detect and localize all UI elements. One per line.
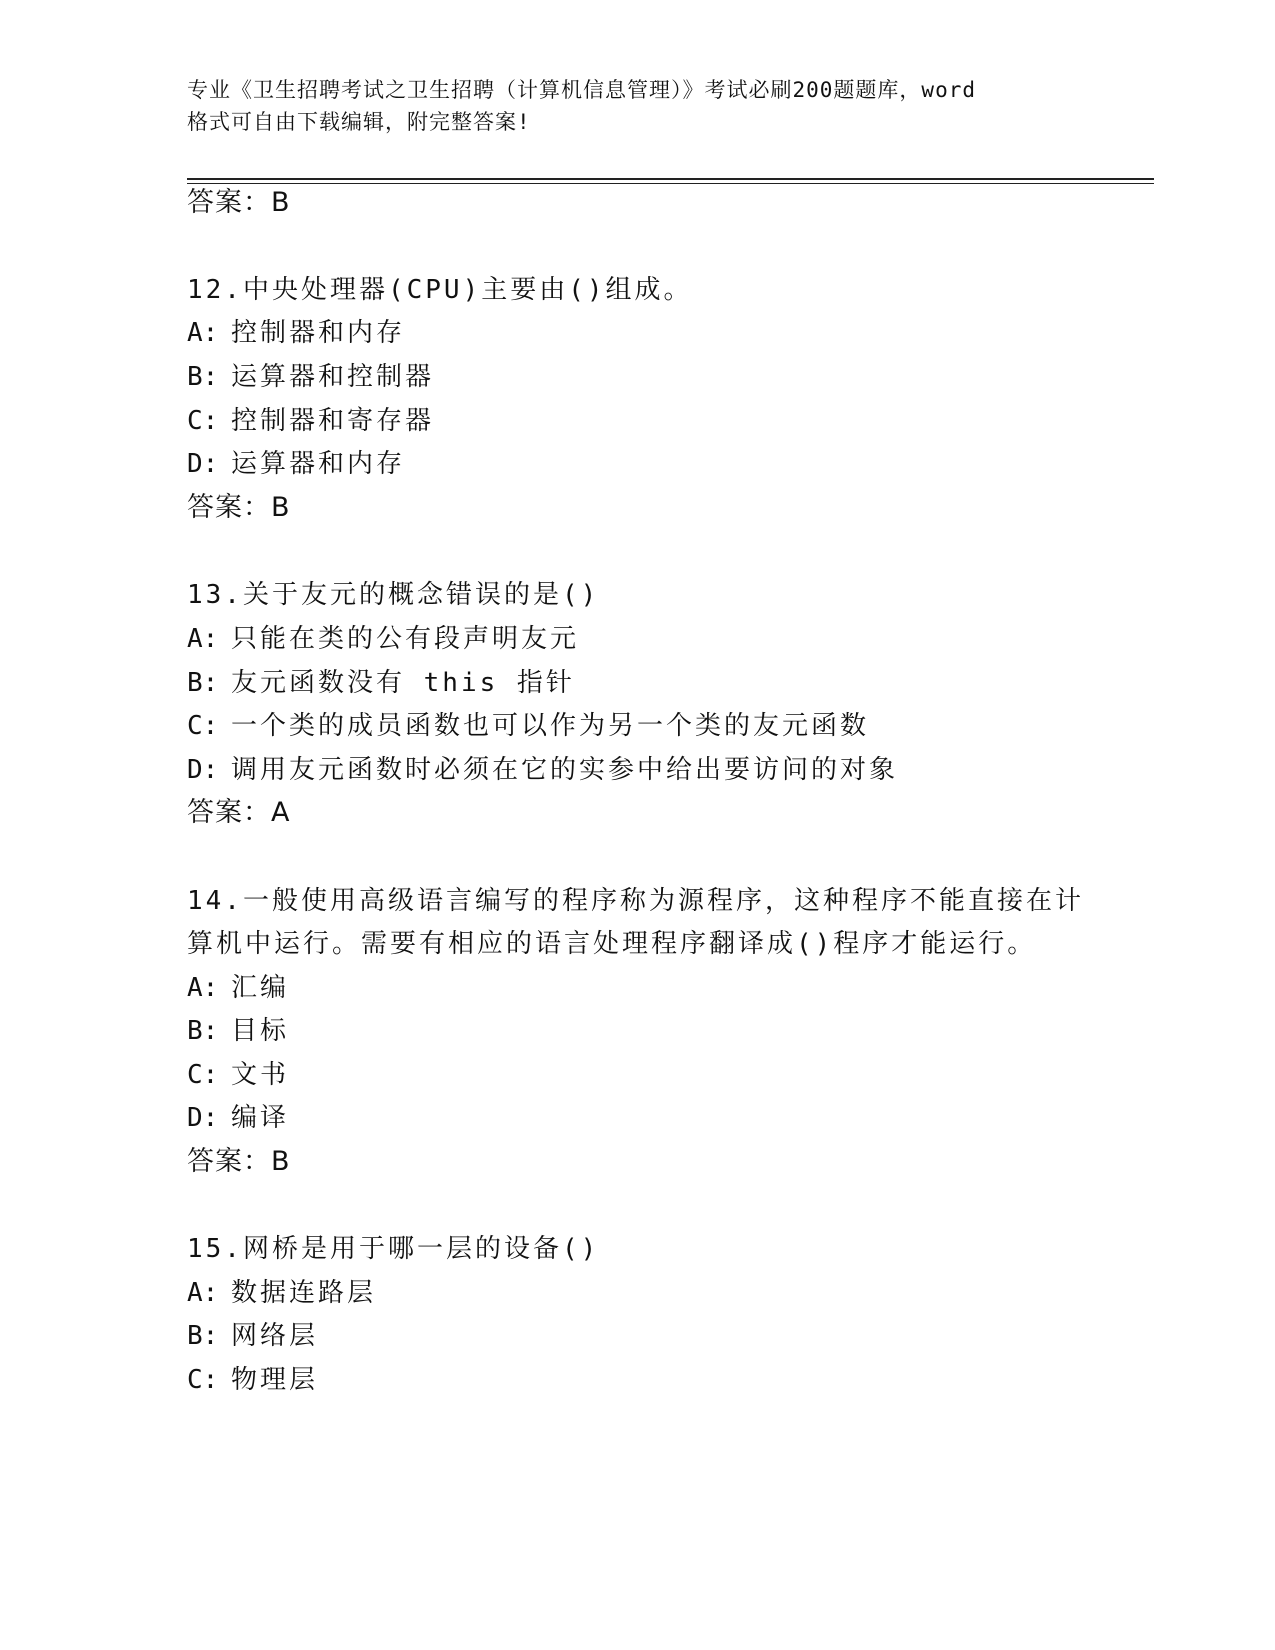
option-key: A: [187,318,219,348]
option-text: 只能在类的公有段声明友元 [231,624,580,654]
option-key: D: [187,449,219,479]
answer-letter: A [271,797,291,828]
option-text: 数据连路层 [231,1278,377,1308]
option-text: 物理层 [231,1365,319,1395]
option-key: B: [187,1321,219,1351]
option-text: 运算器和控制器 [231,362,435,392]
option-key: A: [187,624,219,654]
question-13-option-b [187,666,575,700]
option-key: B: [187,668,219,698]
question-15-stem: 15.网桥是用于哪一层的设备() [187,1234,600,1264]
question-15-option-b [187,1319,318,1353]
question-14-option-d [187,1101,289,1135]
question-13-option-c [187,709,869,743]
answer-prefix: 答案： [187,492,271,523]
option-text: 运算器和内存 [231,449,406,479]
header-rule-secondary [187,183,1154,184]
question-12-option-a [187,316,405,350]
option-key: C: [187,1365,219,1395]
question-14-option-c [187,1058,289,1092]
question-12-option-d [187,447,405,481]
option-text: 调用友元函数时必须在它的实参中给出要访问的对象 [231,755,899,785]
question-14-stem-line-2: 算机中运行。需要有相应的语言处理程序翻译成()程序才能运行。 [187,929,1037,959]
answer-letter: B [271,1146,291,1177]
question-15-option-c [187,1363,318,1397]
question-15-option-a [187,1276,376,1310]
option-key: C: [187,406,219,436]
option-text: 编译 [231,1103,290,1133]
question-13-stem: 13.关于友元的概念错误的是() [187,580,600,610]
option-key: B: [187,362,219,392]
option-text: 控制器和内存 [231,318,406,348]
option-text: 汇编 [231,973,290,1003]
option-key: C: [187,1060,219,1090]
option-text: 目标 [231,1016,290,1046]
header-rule [187,178,1154,180]
question-13-answer [187,796,290,830]
option-text: 友元函数没有 this 指针 [231,668,575,698]
question-14-option-b [187,1014,289,1048]
option-text: 网络层 [231,1321,319,1351]
question-12-option-c [187,404,434,438]
document-header [187,74,1087,138]
answer-prefix: 答案： [187,1146,271,1177]
previous-answer [187,186,291,220]
option-key: D: [187,755,219,785]
question-12-answer [187,491,291,525]
header-line-2: 格式可自由下载编辑，附完整答案! [187,110,531,134]
option-key: A: [187,973,219,1003]
question-12-option-b [187,360,434,394]
answer-letter: B [271,492,291,523]
option-key: D: [187,1103,219,1133]
question-12-stem: 12.中央处理器(CPU)主要由()组成。 [187,275,693,305]
option-text: 控制器和寄存器 [231,406,435,436]
option-text: 一个类的成员函数也可以作为另一个类的友元函数 [231,711,870,741]
question-14-option-a [187,971,289,1005]
question-13-option-d [187,753,898,787]
question-13-option-a [187,622,579,656]
answer-prefix: 答案： [187,797,271,828]
answer-prefix: 答案： [187,187,271,218]
option-key: B: [187,1016,219,1046]
question-14-answer [187,1145,291,1179]
option-key: C: [187,711,219,741]
question-14-stem-line-1: 14.一般使用高级语言编写的程序称为源程序，这种程序不能直接在计 [187,886,1084,916]
option-text: 文书 [231,1060,290,1090]
option-key: A: [187,1278,219,1308]
header-line-1: 专业《卫生招聘考试之卫生招聘（计算机信息管理）》考试必刷200题题库，word [187,78,976,102]
answer-letter: B [271,187,291,218]
